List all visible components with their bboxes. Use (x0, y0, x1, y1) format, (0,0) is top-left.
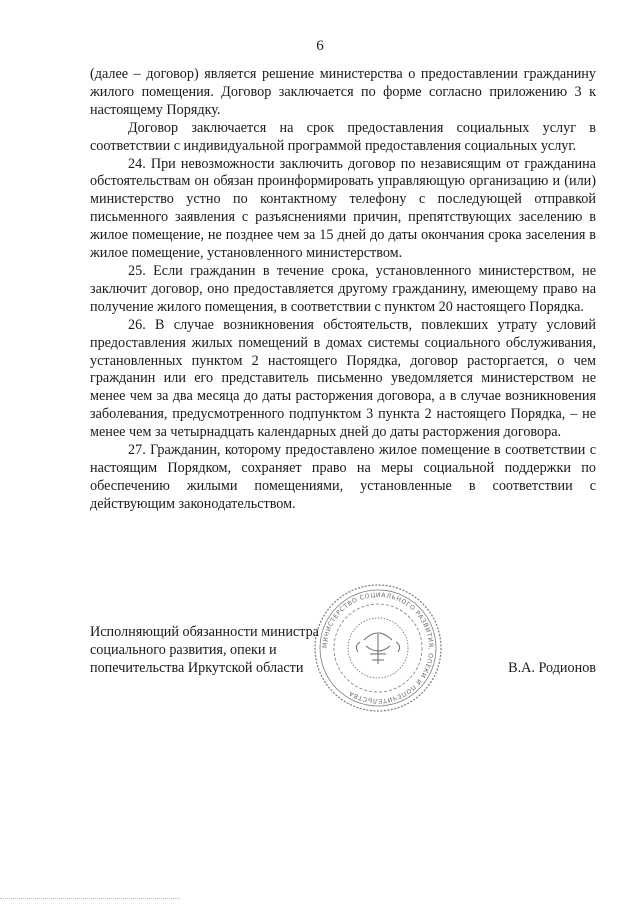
signatory-title-line: Исполняющий обязанности министра (90, 624, 319, 640)
paragraph-item-25: 25. Если гражданин в течение срока, установленного министерством, не заключит договор, оно предоставляется другому гражданину, имеющему право на получение жилого помещения, в соответствии с пунктом 20 настоящего Порядка. (90, 262, 596, 315)
signature-block (90, 623, 596, 683)
paragraph-item-24: 24. При невозможности заключить договор по независящим от гражданина обстоятельствам он обязан проинформировать управляющую организацию и (или) министерство устно по контактному телефону с последующей отправкой письменного заявления с разъяснениями причин, препятствующих заселению в жилое помещение, не позднее чем за 15 дней до даты окончания срока заселения в жилое помещение, установленного министерством. (90, 155, 596, 262)
footer-divider (0, 898, 180, 900)
paragraph-continuation: (далее – договор) является решение министерства о предоставлении гражданину жилого помещения. Договор заключается по форме согласно приложению 3 к настоящему Порядку. (90, 66, 596, 118)
signatory-title (90, 623, 340, 677)
svg-text:МИНИСТЕРСТВО СОЦИАЛЬНОГО РАЗВИ: МИНИСТЕРСТВО СОЦИАЛЬНОГО РАЗВИТИЯ, ОПЕКИ И ПОПЕЧИТЕЛЬСТВА (321, 591, 435, 705)
paragraph-item-26: 26. В случае возникновения обстоятельств, повлекших утрату условий предоставления жилых помещений в домах системы социального обслуживания, установленных пунктом 2 настоящего Порядка, договор расторгается, о чем гражданин или его представитель письменно уведомляется министерством не менее чем за два месяца до даты расторжения договора, а в случае возникновения заболевания, предусмотренного подпунктом 3 пункта 2 настоящего Порядка, – не менее чем за четырнадцать календарных дней до даты расторжения договора. (90, 316, 596, 441)
body-text (90, 66, 596, 514)
signatory-title-line: попечительства Иркутской области (90, 660, 304, 676)
page-number: 6 (316, 38, 324, 54)
signatory-name: В.А. Родионов (508, 660, 596, 676)
signatory-title-line: социального развития, опеки и (90, 642, 277, 658)
paragraph-item-27: 27. Гражданин, которому предоставлено жилое помещение в соответствии с настоящим Порядком, сохраняет право на меры социальной поддержки по обеспечению жилыми помещениями, установленные в соответствии с действующим законодательством. (90, 442, 596, 512)
paragraph-contract-term: Договор заключается на срок предоставления социальных услуг в соответствии с индивидуальной программой предоставления социальных услуг. (90, 119, 596, 154)
